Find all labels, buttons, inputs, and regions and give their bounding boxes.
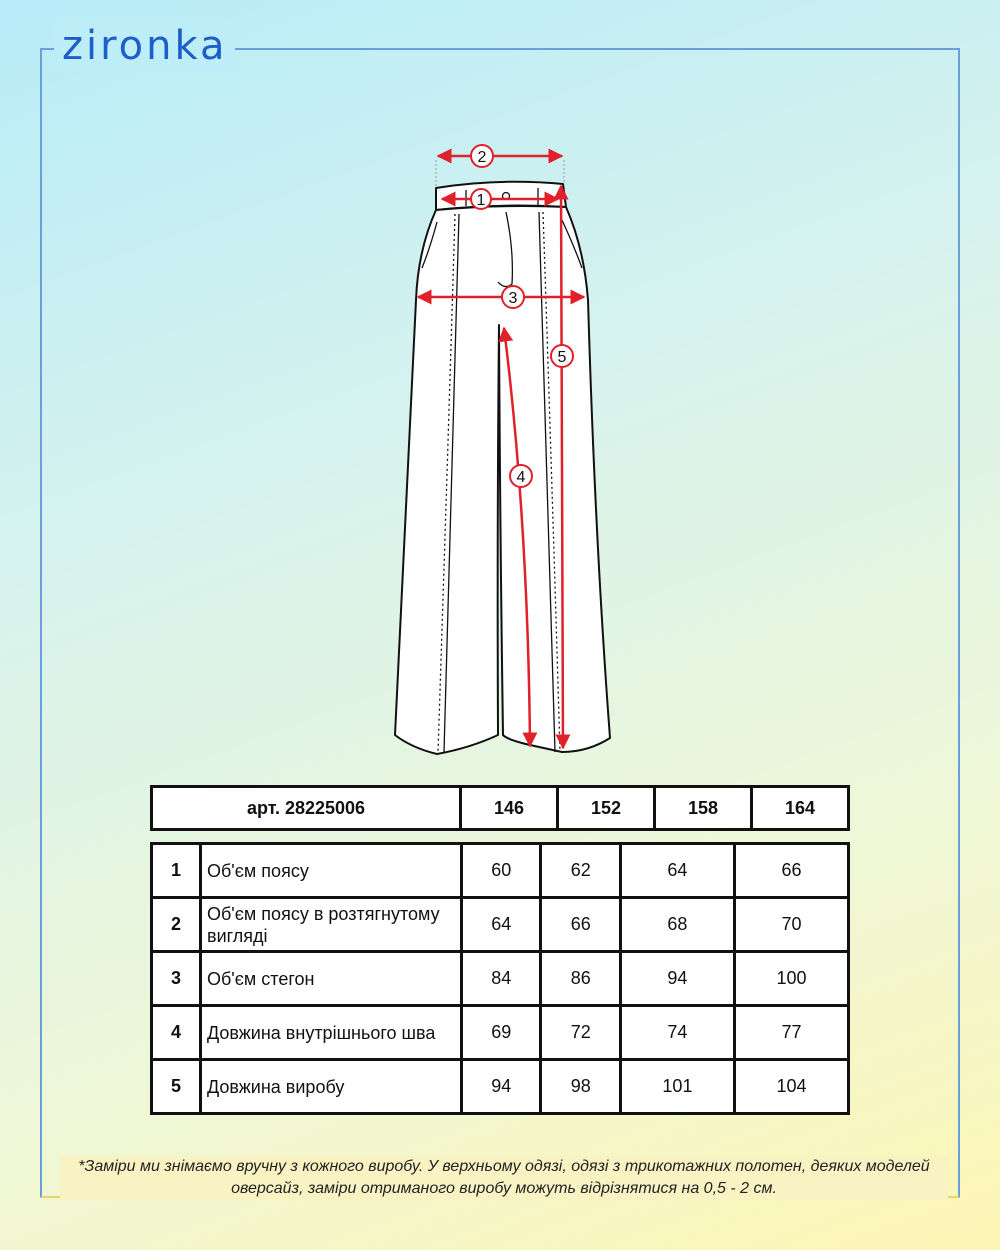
table-row	[152, 898, 849, 952]
cell-value: 72	[541, 1006, 620, 1060]
measurement-disclaimer: *Заміри ми знімаємо вручну з кожного виробу. У верхньому одязі, одязі з трикотажних полотен, деяких моделей оверсайз, заміри отриманого виробу можуть відрізнятися на 0,5 - 2 см.	[60, 1156, 948, 1200]
cell-value: 64	[462, 898, 541, 952]
cell-value: 101	[620, 1060, 734, 1114]
cell-value: 69	[462, 1006, 541, 1060]
size-152: 152	[558, 787, 655, 830]
marker-3: 3	[508, 290, 518, 307]
cell-value: 64	[620, 844, 734, 898]
cell-value: 66	[541, 898, 620, 952]
row-number: 1	[152, 844, 201, 898]
cell-value: 70	[734, 898, 848, 952]
row-label: Об'єм поясу	[201, 844, 462, 898]
cell-value: 86	[541, 952, 620, 1006]
cell-value: 60	[462, 844, 541, 898]
article-label: арт. 28225006	[152, 787, 461, 830]
cell-value: 66	[734, 844, 848, 898]
marker-5: 5	[557, 349, 567, 366]
row-number: 4	[152, 1006, 201, 1060]
row-number: 5	[152, 1060, 201, 1114]
cell-value: 94	[620, 952, 734, 1006]
cell-value: 100	[734, 952, 848, 1006]
row-label: Об'єм стегон	[201, 952, 462, 1006]
measurements-table	[150, 842, 850, 1115]
cell-value: 77	[734, 1006, 848, 1060]
row-label: Довжина виробу	[201, 1060, 462, 1114]
row-label: Об'єм поясу в розтягнутому вигляді	[207, 903, 440, 946]
table-row	[152, 844, 849, 898]
cell-value: 84	[462, 952, 541, 1006]
table-row	[152, 1060, 849, 1114]
size-158: 158	[655, 787, 752, 830]
marker-4: 4	[516, 469, 526, 486]
row-label-cell	[201, 898, 462, 952]
marker-2: 2	[477, 149, 487, 166]
row-number: 3	[152, 952, 201, 1006]
table-row	[152, 952, 849, 1006]
row-label: Довжина внутрішнього шва	[201, 1006, 462, 1060]
pants-diagram	[380, 138, 620, 778]
cell-value: 68	[620, 898, 734, 952]
cell-value: 104	[734, 1060, 848, 1114]
marker-1: 1	[476, 192, 486, 209]
size-header-table	[150, 785, 850, 831]
size-164: 164	[752, 787, 849, 830]
cell-value: 62	[541, 844, 620, 898]
cell-value: 94	[462, 1060, 541, 1114]
cell-value: 74	[620, 1006, 734, 1060]
brand-logo: zironka	[54, 20, 235, 72]
size-146: 146	[461, 787, 558, 830]
row-number: 2	[152, 898, 201, 952]
cell-value: 98	[541, 1060, 620, 1114]
table-row	[152, 1006, 849, 1060]
